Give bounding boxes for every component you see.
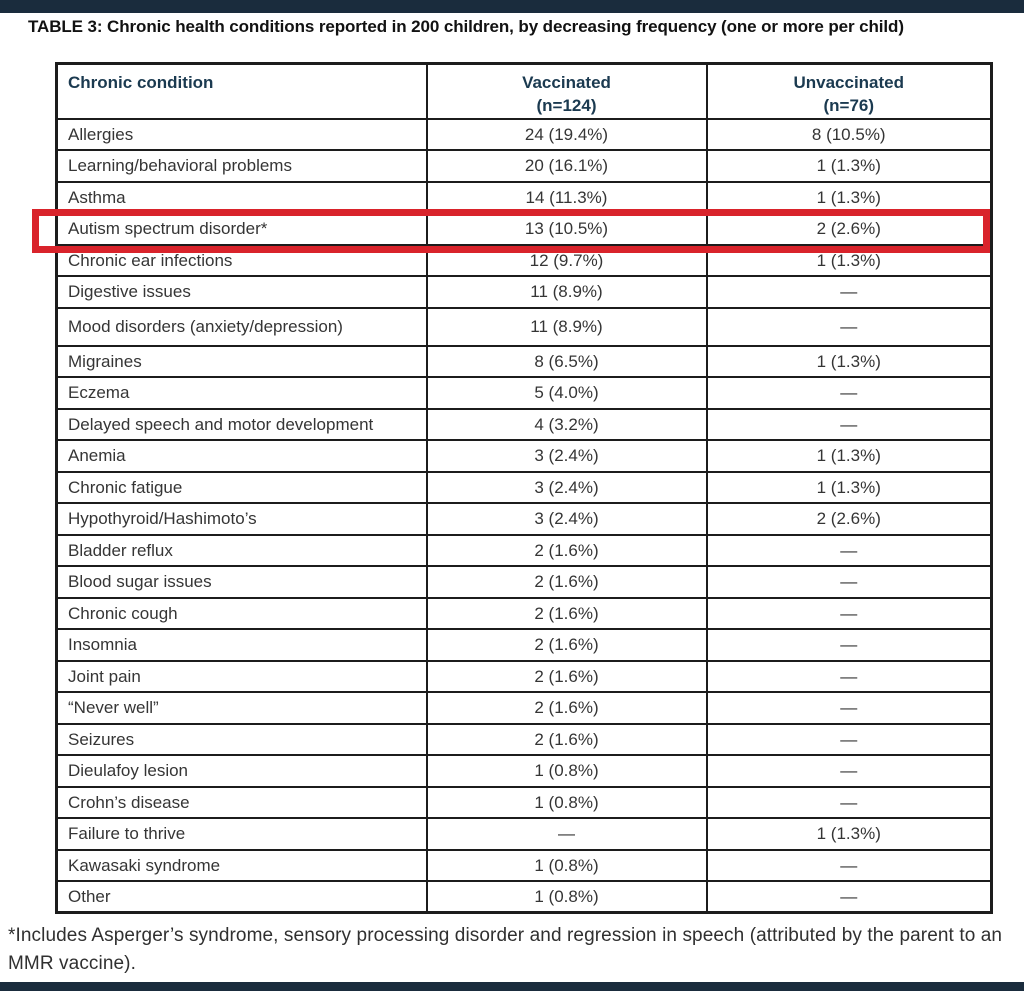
unvaccinated-cell: 1 (1.3%) [707,818,992,850]
unvaccinated-cell: 2 (2.6%) [707,503,992,535]
column-header-vaccinated [427,64,707,119]
vaccinated-cell: 2 (1.6%) [427,692,707,724]
unvaccinated-cell: — [707,566,992,598]
unvaccinated-cell: — [707,629,992,661]
table-row [57,472,992,504]
vaccinated-cell: 8 (6.5%) [427,346,707,378]
vaccinated-cell: 2 (1.6%) [427,661,707,693]
unvaccinated-cell: — [707,787,992,819]
condition-cell: Failure to thrive [57,818,427,850]
condition-cell: Joint pain [57,661,427,693]
condition-cell: Other [57,881,427,913]
vaccinated-cell: 24 (19.4%) [427,119,707,151]
table-row [57,119,992,151]
vaccinated-cell: 20 (16.1%) [427,150,707,182]
table-row [57,440,992,472]
condition-cell: Chronic ear infections [57,245,427,277]
unvaccinated-cell: 1 (1.3%) [707,245,992,277]
table-row [57,881,992,913]
vaccinated-cell: 4 (3.2%) [427,409,707,441]
column-header-unvaccinated [707,64,992,119]
column-header-unvaccinated-n: (n=76) [823,95,875,115]
footnote: *Includes Asperger’s syndrome, sensory processing disorder and regression in speech (attributed by the parent to an MMR vaccine). [8,925,1003,974]
conditions-table [55,62,993,914]
table-row [57,787,992,819]
table-row [57,755,992,787]
unvaccinated-cell: — [707,308,992,346]
table-row [57,409,992,441]
column-header-unvaccinated-label: Unvaccinated [793,73,905,92]
condition-cell: Autism spectrum disorder* [57,213,427,245]
table-row [57,850,992,882]
condition-cell: Chronic fatigue [57,472,427,504]
condition-cell: Digestive issues [57,276,427,308]
unvaccinated-cell: 1 (1.3%) [707,440,992,472]
unvaccinated-cell: — [707,692,992,724]
condition-cell: Seizures [57,724,427,756]
unvaccinated-cell: 2 (2.6%) [707,213,992,245]
vaccinated-cell: 13 (10.5%) [427,213,707,245]
table-row [57,503,992,535]
vaccinated-cell: 2 (1.6%) [427,566,707,598]
vaccinated-cell: 11 (8.9%) [427,308,707,346]
bottom-accent-bar [0,982,1024,991]
vaccinated-cell: 1 (0.8%) [427,755,707,787]
vaccinated-cell: 3 (2.4%) [427,472,707,504]
unvaccinated-cell: — [707,755,992,787]
vaccinated-cell: 3 (2.4%) [427,440,707,472]
unvaccinated-cell: — [707,535,992,567]
condition-cell: Bladder reflux [57,535,427,567]
condition-cell: Anemia [57,440,427,472]
unvaccinated-cell: 1 (1.3%) [707,182,992,214]
column-header-condition-label: Chronic condition [68,73,214,92]
header-row [57,64,992,119]
top-accent-bar [0,0,1024,13]
table-row [57,535,992,567]
vaccinated-cell: 12 (9.7%) [427,245,707,277]
vaccinated-cell: 2 (1.6%) [427,598,707,630]
unvaccinated-cell: — [707,850,992,882]
table-caption: TABLE 3: Chronic health conditions reported in 200 children, by decreasing frequency (one or more per child) [28,17,904,36]
vaccinated-cell: 2 (1.6%) [427,535,707,567]
table-row [57,692,992,724]
table-row [57,661,992,693]
column-header-condition [57,64,427,119]
table-row [57,377,992,409]
unvaccinated-cell: 8 (10.5%) [707,119,992,151]
condition-cell: Chronic cough [57,598,427,630]
table-row [57,724,992,756]
vaccinated-cell: 14 (11.3%) [427,182,707,214]
unvaccinated-cell: — [707,661,992,693]
table-row [57,629,992,661]
condition-cell: Mood disorders (anxiety/depression) [57,308,427,346]
table-row [57,213,992,245]
condition-cell: Dieulafoy lesion [57,755,427,787]
table-row [57,150,992,182]
unvaccinated-cell: — [707,377,992,409]
vaccinated-cell: 3 (2.4%) [427,503,707,535]
condition-cell: “Never well” [57,692,427,724]
condition-cell: Kawasaki syndrome [57,850,427,882]
condition-cell: Insomnia [57,629,427,661]
table-row [57,308,992,346]
condition-cell: Hypothyroid/Hashimoto’s [57,503,427,535]
condition-cell: Asthma [57,182,427,214]
condition-cell: Allergies [57,119,427,151]
condition-cell: Delayed speech and motor development [57,409,427,441]
vaccinated-cell: — [427,818,707,850]
vaccinated-cell: 2 (1.6%) [427,629,707,661]
column-header-vaccinated-n: (n=124) [536,95,597,115]
unvaccinated-cell: — [707,276,992,308]
table-row [57,818,992,850]
table-row [57,598,992,630]
vaccinated-cell: 11 (8.9%) [427,276,707,308]
unvaccinated-cell: 1 (1.3%) [707,346,992,378]
condition-cell: Eczema [57,377,427,409]
vaccinated-cell: 5 (4.0%) [427,377,707,409]
vaccinated-cell: 2 (1.6%) [427,724,707,756]
condition-cell: Crohn’s disease [57,787,427,819]
vaccinated-cell: 1 (0.8%) [427,787,707,819]
unvaccinated-cell: 1 (1.3%) [707,472,992,504]
column-header-vaccinated-label: Vaccinated [522,73,611,92]
vaccinated-cell: 1 (0.8%) [427,850,707,882]
table-row [57,276,992,308]
unvaccinated-cell: — [707,598,992,630]
vaccinated-cell: 1 (0.8%) [427,881,707,913]
unvaccinated-cell: — [707,724,992,756]
condition-cell: Blood sugar issues [57,566,427,598]
unvaccinated-cell: — [707,409,992,441]
table-row [57,245,992,277]
unvaccinated-cell: 1 (1.3%) [707,150,992,182]
table-row [57,346,992,378]
condition-cell: Migraines [57,346,427,378]
unvaccinated-cell: — [707,881,992,913]
condition-cell: Learning/behavioral problems [57,150,427,182]
table-row [57,566,992,598]
table-row [57,182,992,214]
